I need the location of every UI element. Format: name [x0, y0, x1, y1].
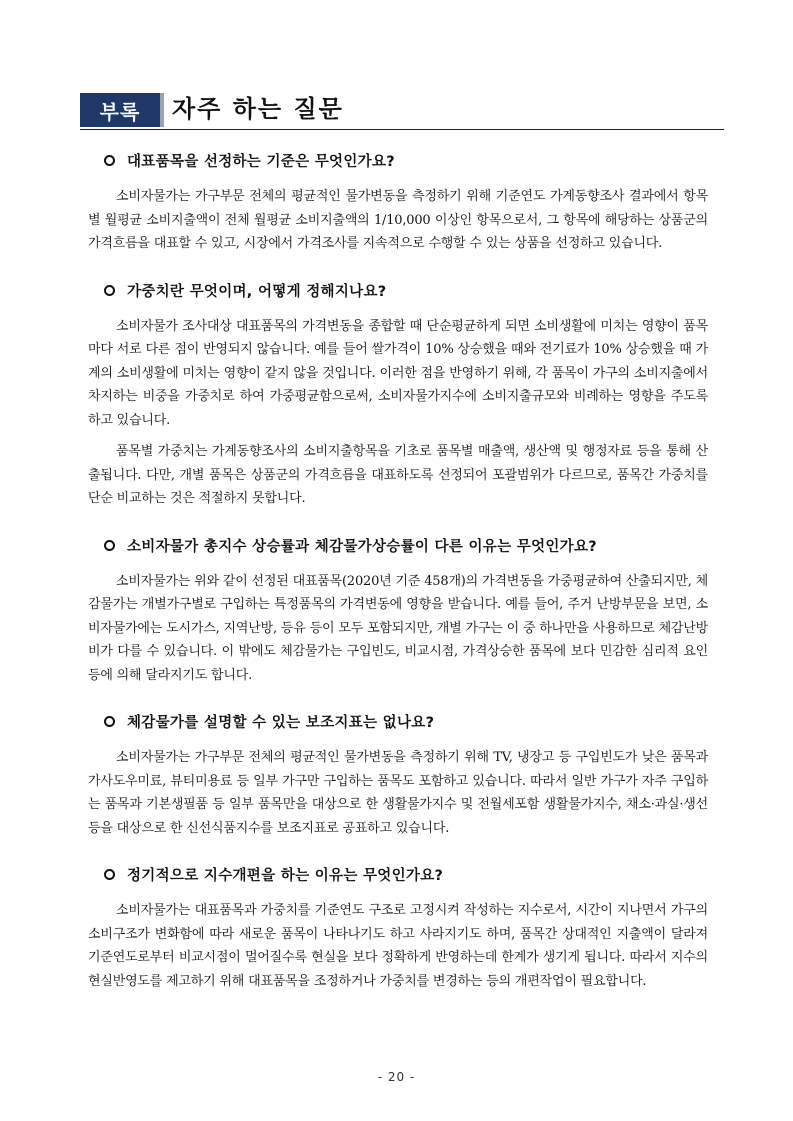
circle-bullet-icon: [104, 716, 115, 727]
faq-question: [104, 280, 708, 301]
faq-question: [104, 864, 708, 885]
faq-section: [88, 150, 708, 256]
question-text: 가중치란 무엇이며, 어떻게 정해지나요?: [127, 283, 387, 300]
faq-question: [104, 535, 708, 556]
question-text: 체감물가를 설명할 수 있는 보조지표는 없나요?: [127, 715, 435, 731]
appendix-badge: 부록: [80, 93, 160, 127]
page-number: - 20 -: [377, 1070, 416, 1084]
question-text: 대표품목을 선정하는 기준은 무엇인가요?: [127, 154, 395, 170]
circle-bullet-icon: [104, 869, 115, 880]
faq-content: [88, 150, 708, 1017]
faq-question: [104, 711, 708, 732]
appendix-header: [80, 93, 724, 130]
question-text: 소비자물가 총지수 상승률과 체감물가상승률이 다른 이유는 무엇인가요?: [127, 538, 598, 555]
answer-paragraph: 소비자물가는 가구부문 전체의 평균적인 물가변동을 측정하기 위해 TV, 냉장고 등 구입빈도가 낮은 품목과 가사도우미료, 뷰티미용료 등 일부 가구만 구입하는 품목도 포함하고 있습니다. 따라서 일반 가구가 자주 구입하는 품목과 기본생필품 등 일부 품목만을 대상으로 한 생활물가지수 및 전월세포함 생활물가지수, 채소·과실·생선 등을 대상으로 한 신선식품지수를 보조지표로 공표하고 있습니다.: [88, 750, 708, 836]
circle-bullet-icon: [104, 540, 115, 551]
faq-section: [88, 535, 708, 688]
faq-section: [88, 864, 708, 993]
faq-section: [88, 711, 708, 840]
circle-bullet-icon: [104, 155, 115, 166]
answer-paragraph: 소비자물가는 위와 같이 선정된 대표품목(2020년 기준 458개)의 가격변동을 가중평균하여 산출되지만, 체감물가는 개별가구별로 구입하는 특정품목의 가격변동에 영향을 받습니다. 예를 들어, 주거 난방부문을 보면, 소비자물가에는 도시가스, 지역난방, 등유 등이 모두 포함되지만, 개별 가구는 이 중 하나만을 사용하므로 체감난방비가 다를 수 있습니다. 이 밖에도 체감물가는 구입빈도, 비교시점, 가격상승한 품목에 보다 민감한 심리적 요인 등에 의해 달라지기도 합니다.: [88, 573, 708, 683]
faq-question: [104, 150, 708, 171]
page-title: 자주 하는 질문: [172, 95, 344, 123]
circle-bullet-icon: [104, 285, 115, 296]
answer-paragraph: 소비자물가 조사대상 대표품목의 가격변동을 종합할 때 단순평균하게 되면 소비생활에 미치는 영향이 품목마다 서로 다른 점이 반영되지 않습니다. 예를 들어 쌀가격이 10% 상승했을 때와 전기료가 10% 상승했을 때 가계의 소비생활에 미치는 영향이 같지 않을 것입니다. 이러한 점을 반영하기 위해, 각 품목이 가구의 소비지출에서 차지하는 비중을 가중치로 하여 가중평균함으로써, 소비자물가지수에 소비지출규모와 비례하는 영향을 주도록 하고 있습니다.: [88, 318, 708, 428]
answer-paragraph: 소비자물가는 가구부문 전체의 평균적인 물가변동을 측정하기 위해 기준연도 가계동향조사 결과에서 항목별 월평균 소비지출액이 전체 월평균 소비지출액의 1/10,000 이상인 항목으로서, 그 항목에 해당하는 상품군의 가격흐름을 대표할 수 있고, 시장에서 가격조사를 지속적으로 수행할 수 있는 상품을 선정하고 있습니다.: [88, 189, 708, 251]
faq-section: [88, 280, 708, 511]
question-text: 정기적으로 지수개편을 하는 이유는 무엇인가요?: [127, 868, 444, 884]
answer-paragraph: 소비자물가는 대표품목과 가중치를 기준연도 구조로 고정시켜 작성하는 지수로서, 시간이 지나면서 가구의 소비구조가 변화함에 따라 새로운 품목이 나타나기도 하고 사라지기도 하며, 품목간 상대적인 지출액이 달라져 기준연도로부터 비교시점이 멀어질수록 현실을 보다 정확하게 반영하는데 한계가 생기게 됩니다. 따라서 지수의 현실반영도를 제고하기 위해 대표품목을 조정하거나 가중치를 변경하는 등의 개편작업이 필요합니다.: [88, 903, 708, 989]
answer-paragraph: 품목별 가중치는 가계동향조사의 소비지출항목을 기초로 품목별 매출액, 생산액 및 행정자료 등을 통해 산출됩니다. 다만, 개별 품목은 상품군의 가격흐름을 대표하도록 선정되어 포괄범위가 다르므로, 품목간 가중치를 단순 비교하는 것은 적절하지 못합니다.: [88, 444, 708, 506]
